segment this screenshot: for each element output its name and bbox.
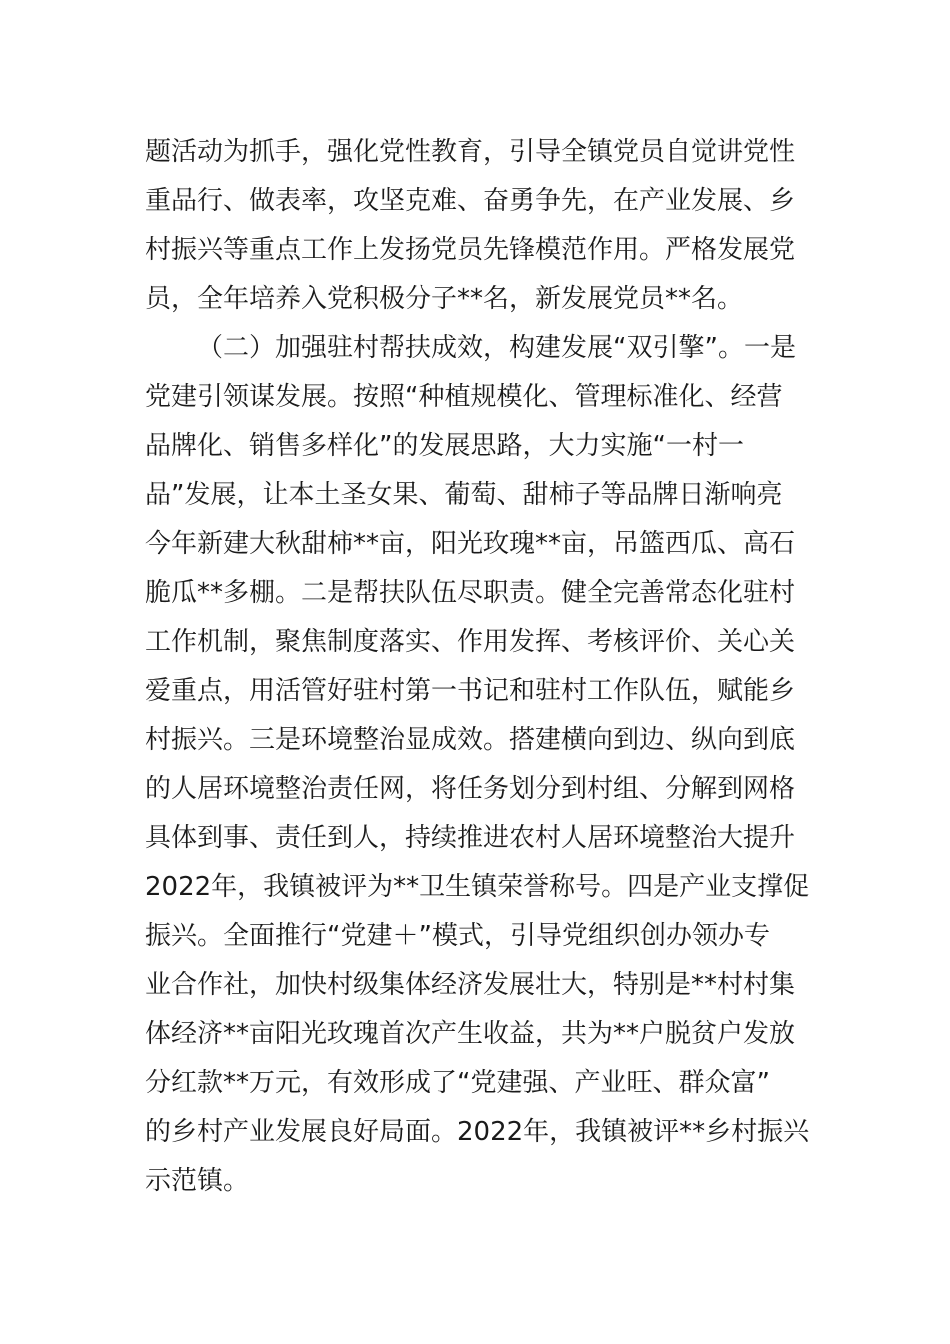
- text-line-8: 品”发展，让本土圣女果、葡萄、甜柿子等品牌日渐响亮: [145, 480, 783, 510]
- text-line-22: 示范镇。: [145, 1166, 250, 1196]
- text-line-9: 今年新建大秋甜柿**亩，阳光玫瑰**亩，吊篮西瓜、高石: [145, 529, 796, 559]
- text-line-2: 重品行、做表率，攻坚克难、奋勇争先，在产业发展、乡: [145, 186, 796, 216]
- text-line-7: 品牌化、销售多样化”的发展思路，大力实施“一村一: [145, 431, 744, 461]
- text-line-17: 振兴。全面推行“党建＋”模式，引导党组织创办领办专: [145, 921, 770, 951]
- text-line-18: 业合作社，加快村级集体经济发展壮大，特别是**村村集: [145, 970, 796, 1000]
- text-line-16: 2022年，我镇被评为**卫生镇荣誉称号。四是产业支撑促: [145, 872, 810, 902]
- text-line-11: 工作机制，聚焦制度落实、作用发挥、考核评价、关心关: [145, 627, 796, 657]
- text-line-4: 员，全年培养入党积极分子**名，新发展党员**名。: [145, 284, 744, 314]
- text-line-21: 的乡村产业发展良好局面。2022年，我镇被评**乡村振兴: [145, 1117, 810, 1147]
- text-line-10: 脆瓜**多棚。二是帮扶队伍尽职责。健全完善常态化驻村: [145, 578, 796, 608]
- text-line-1: 题活动为抓手，强化党性教育，引导全镇党员自觉讲党性: [145, 137, 796, 167]
- text-line-12: 爱重点，用活管好驻村第一书记和驻村工作队伍，赋能乡: [145, 676, 796, 706]
- text-line-6: 党建引领谋发展。按照“种植规模化、管理标准化、经营: [145, 382, 783, 412]
- document-body: [145, 128, 815, 1206]
- text-line-15: 具体到事、责任到人，持续推进农村人居环境整治大提升: [145, 823, 796, 853]
- text-line-19: 体经济**亩阳光玫瑰首次产生收益，共为**户脱贫户发放: [145, 1019, 796, 1049]
- text-line-13: 村振兴。三是环境整治显成效。搭建横向到边、纵向到底: [145, 725, 796, 755]
- section-heading-line: （二）加强驻村帮扶成效，构建发展“双引擎”。一是: [197, 333, 796, 363]
- text-line-20: 分红款**万元，有效形成了“党建强、产业旺、群众富”: [145, 1068, 770, 1098]
- text-line-14: 的人居环境整治责任网，将任务划分到村组、分解到网格: [145, 774, 796, 804]
- text-line-3: 村振兴等重点工作上发扬党员先锋模范作用。严格发展党: [145, 235, 796, 265]
